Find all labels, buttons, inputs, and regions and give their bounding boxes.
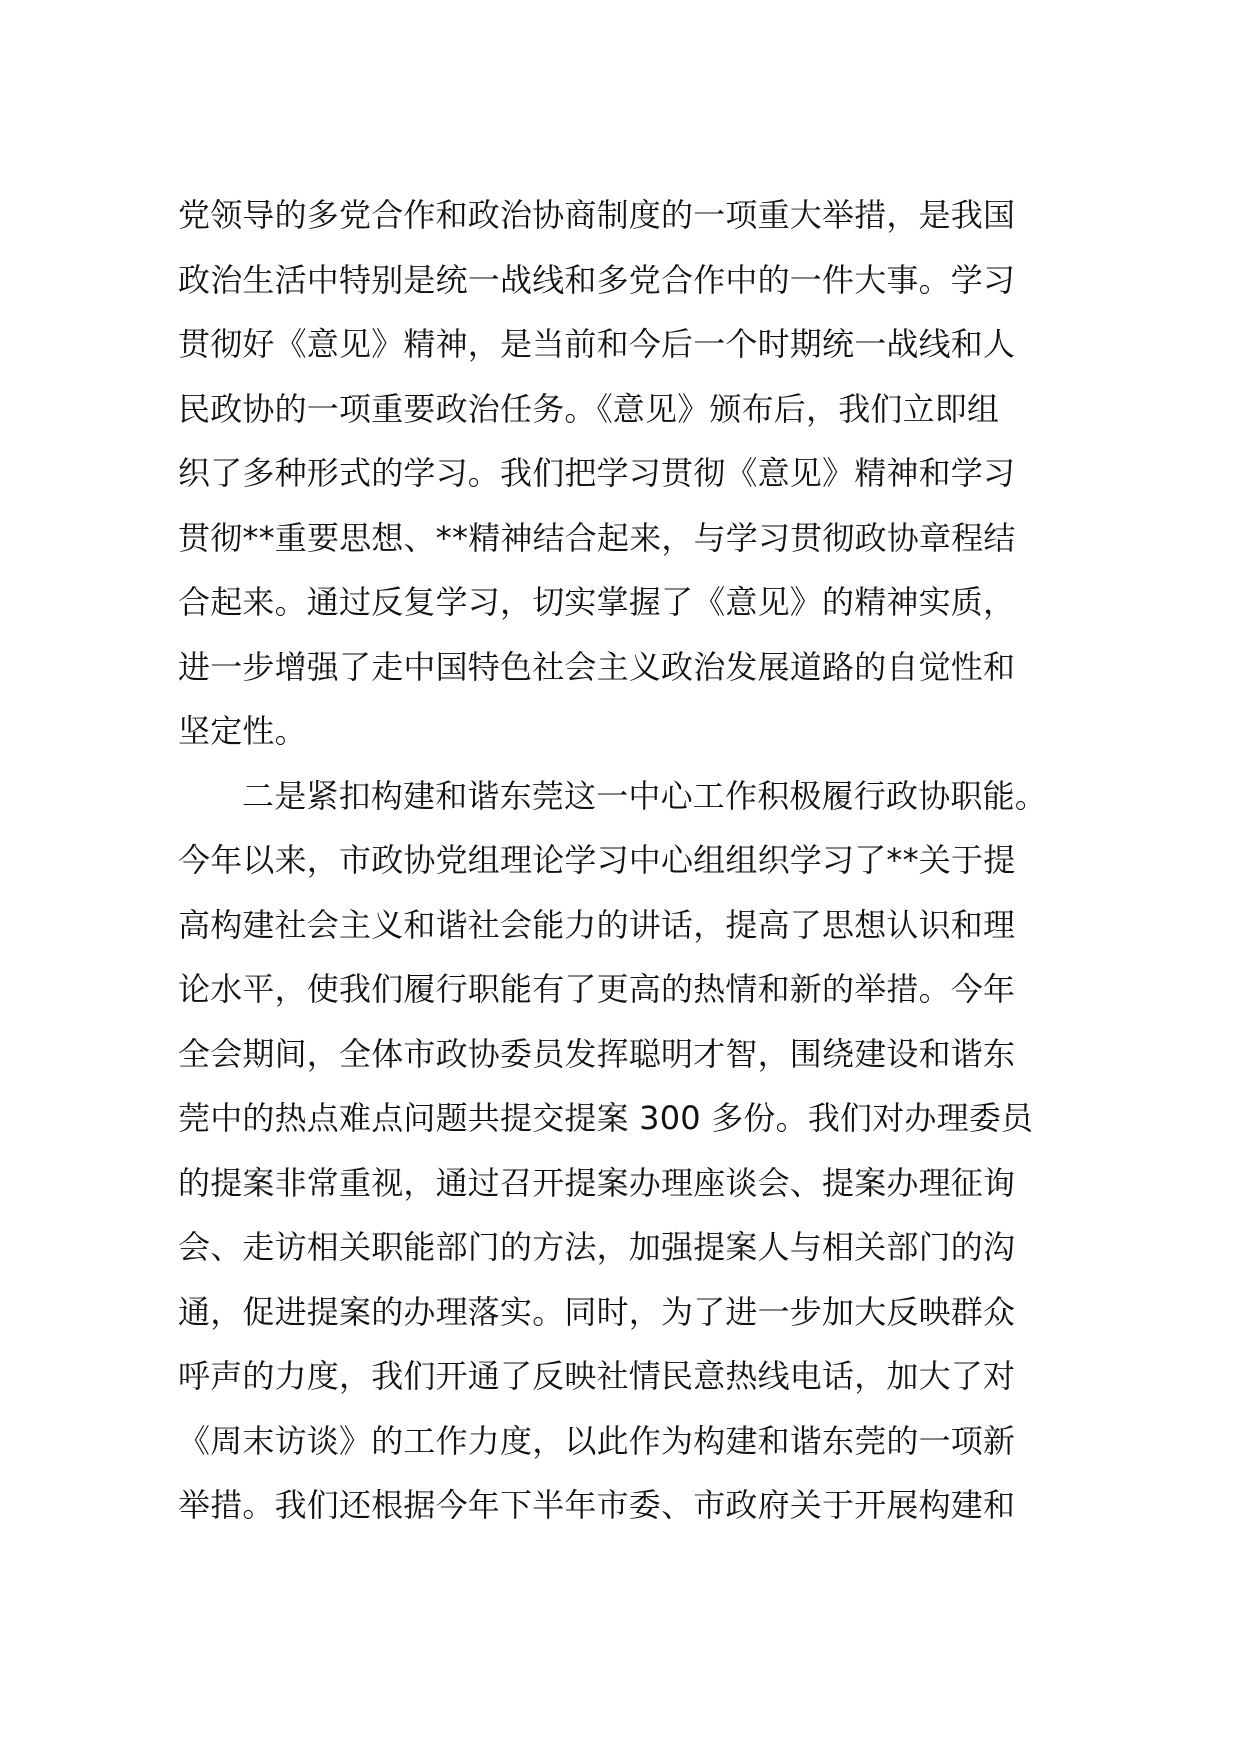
text-line: 合起来。通过反复学习，切实掌握了《意见》的精神实质，	[178, 583, 1016, 621]
text-line: 政治生活中特别是统一战线和多党合作中的一件大事。学习	[178, 260, 1016, 299]
text-line: 通，促进提案的办理落实。同时，为了进一步加大反映群众	[178, 1292, 1016, 1331]
text-line: 民政协的一项重要政治任务。《意见》颁布后，我们立即组	[178, 389, 1000, 428]
text-line: 坚定性。	[178, 712, 307, 750]
text-line: 《周末访谈》的工作力度，以此作为构建和谐东莞的一项新	[178, 1421, 1016, 1460]
body-text	[178, 183, 1078, 1538]
text-line: 党领导的多党合作和政治协商制度的一项重大举措，是我国	[178, 196, 1016, 234]
text-line: 的提案非常重视，通过召开提案办理座谈会、提案办理征询	[178, 1163, 1016, 1202]
text-line: 高构建社会主义和谐社会能力的讲话，提高了思想认识和理	[178, 905, 1016, 944]
text-line: 呼声的力度，我们开通了反映社情民意热线电话，加大了对	[178, 1357, 1016, 1395]
text-line: 今年以来，市政协党组理论学习中心组组织学习了**关于提	[178, 841, 1016, 879]
text-line: 莞中的热点难点问题共提交提案 300 多份。我们对办理委员	[178, 1099, 1034, 1137]
text-line: 织了多种形式的学习。我们把学习贯彻《意见》精神和学习	[178, 454, 1016, 492]
text-line: 贯彻**重要思想、**精神结合起来，与学习贯彻政协章程结	[178, 518, 1016, 557]
text-line: 论水平，使我们履行职能有了更高的热情和新的举措。今年	[178, 970, 1016, 1008]
paragraph-heading-line: 二是紧扣构建和谐东莞这一中心工作积极履行政协职能。	[242, 776, 1048, 815]
text-line: 举措。我们还根据今年下半年市委、市政府关于开展构建和	[178, 1486, 1016, 1524]
text-line: 进一步增强了走中国特色社会主义政治发展道路的自觉性和	[178, 647, 1016, 686]
text-line: 会、走访相关职能部门的方法，加强提案人与相关部门的沟	[178, 1228, 1016, 1266]
text-line: 贯彻好《意见》精神，是当前和今后一个时期统一战线和人	[178, 325, 1016, 363]
text-line: 全会期间，全体市政协委员发挥聪明才智，围绕建设和谐东	[178, 1034, 1016, 1073]
